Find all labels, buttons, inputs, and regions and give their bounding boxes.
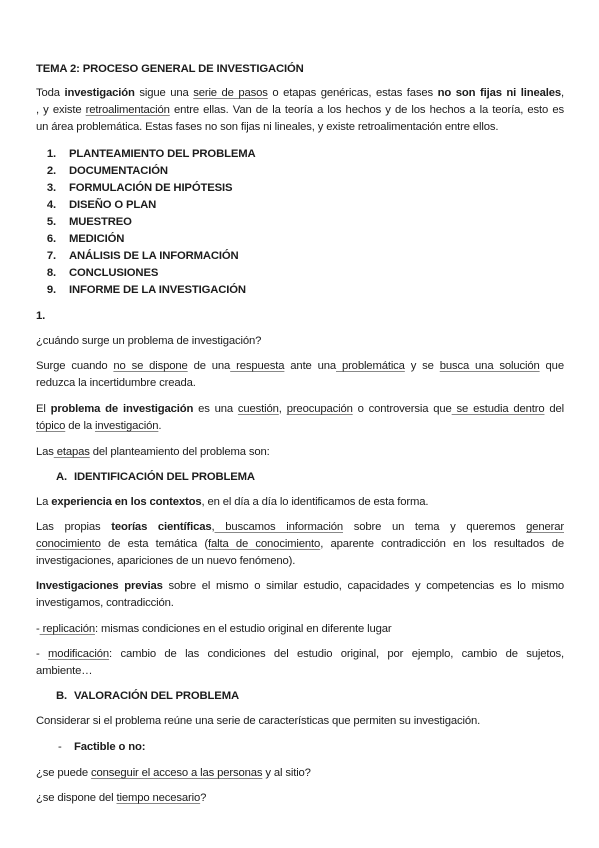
etapas-text: Las etapas del planteamiento del problema son: xyxy=(36,446,270,458)
surge-paragraph-line-2: reduzca la incertidumbre creada. xyxy=(36,377,196,389)
modificacion-item-line-1: - modificación: cambio de las condiciones del estudio original, por ejemplo, cambio de sujetos, xyxy=(36,648,564,660)
list-item: 5. MUESTREO xyxy=(46,216,132,228)
teorias-paragraph-line-2: conocimiento de esta temática (falta de conocimiento, aparente contradicción en los resultados de xyxy=(36,538,564,550)
section-number: 1. xyxy=(36,310,46,322)
subsection-b-heading: B. VALORACIÓN DEL PROBLEMA xyxy=(56,690,239,702)
list-item: 3. FORMULACIÓN DE HIPÓTESIS xyxy=(46,182,233,194)
question-access: ¿se puede conseguir el acceso a las personas y al sitio? xyxy=(36,767,311,779)
previas-paragraph-line-1: Investigaciones previas sobre el mismo o similar estudio, capacidades y competencias es lo mismo xyxy=(36,580,565,592)
problem-definition-line-2: tópico de la investigación. xyxy=(36,420,162,432)
list-item: 1. PLANTEAMIENTO DEL PROBLEMA xyxy=(46,148,256,160)
intro-paragraph-line-3: un área problemática. Estas fases no son fijas ni lineales, y existe retroalimentación entre ellos. xyxy=(36,121,499,133)
subsection-a-heading: A. IDENTIFICACIÓN DEL PROBLEMA xyxy=(56,471,255,483)
list-item: 4. DISEÑO O PLAN xyxy=(46,199,157,211)
list-item: 2. DOCUMENTACIÓN xyxy=(46,165,168,177)
experiencia-text: La experiencia en los contextos, en el día a día lo identificamos de esta forma. xyxy=(36,496,429,508)
intro-paragraph-line-1: Toda investigación sigue una serie de pasos o etapas genéricas, estas fases no son fijas ni lineales, xyxy=(36,87,565,99)
page-title: TEMA 2: PROCESO GENERAL DE INVESTIGACIÓN xyxy=(36,63,304,75)
list-item: 6. MEDICIÓN xyxy=(46,233,125,245)
factible-item: - Factible o no: xyxy=(58,741,146,753)
surge-paragraph-line-1: Surge cuando no se dispone de una respuesta ante una problemática y se busca una solución que xyxy=(36,360,564,372)
previas-paragraph-line-2: investigamos, contradicción. xyxy=(36,597,174,609)
list-item: 9. INFORME DE LA INVESTIGACIÓN xyxy=(46,284,246,296)
modificacion-item-line-2: ambiente… xyxy=(36,665,93,677)
question-time: ¿se dispone del tiempo necesario? xyxy=(36,792,207,804)
teorias-paragraph-line-3: investigaciones, apariciones de un nuevo fenómeno). xyxy=(36,555,296,567)
teorias-paragraph-line-1: Las propias teorías científicas, buscamos información sobre un tema y queremos generar xyxy=(36,521,564,533)
problem-definition-line-1: El problema de investigación es una cuestión, preocupación o controversia que se estudia dentro del xyxy=(36,403,564,415)
replicacion-item: - replicación: mismas condiciones en el estudio original en diferente lugar xyxy=(36,623,392,635)
considerar-text: Considerar si el problema reúne una serie de características que permiten su investigación. xyxy=(36,715,481,727)
list-item: 7. ANÁLISIS DE LA INFORMACIÓN xyxy=(46,250,239,262)
intro-paragraph-line-2: , y existe retroalimentación entre ellas. Van de la teoría a los hechos y de los hechos a la teoría, esto es xyxy=(36,104,564,116)
question-heading: ¿cuándo surge un problema de investigación? xyxy=(36,335,262,347)
list-item: 8. CONCLUSIONES xyxy=(46,267,159,279)
